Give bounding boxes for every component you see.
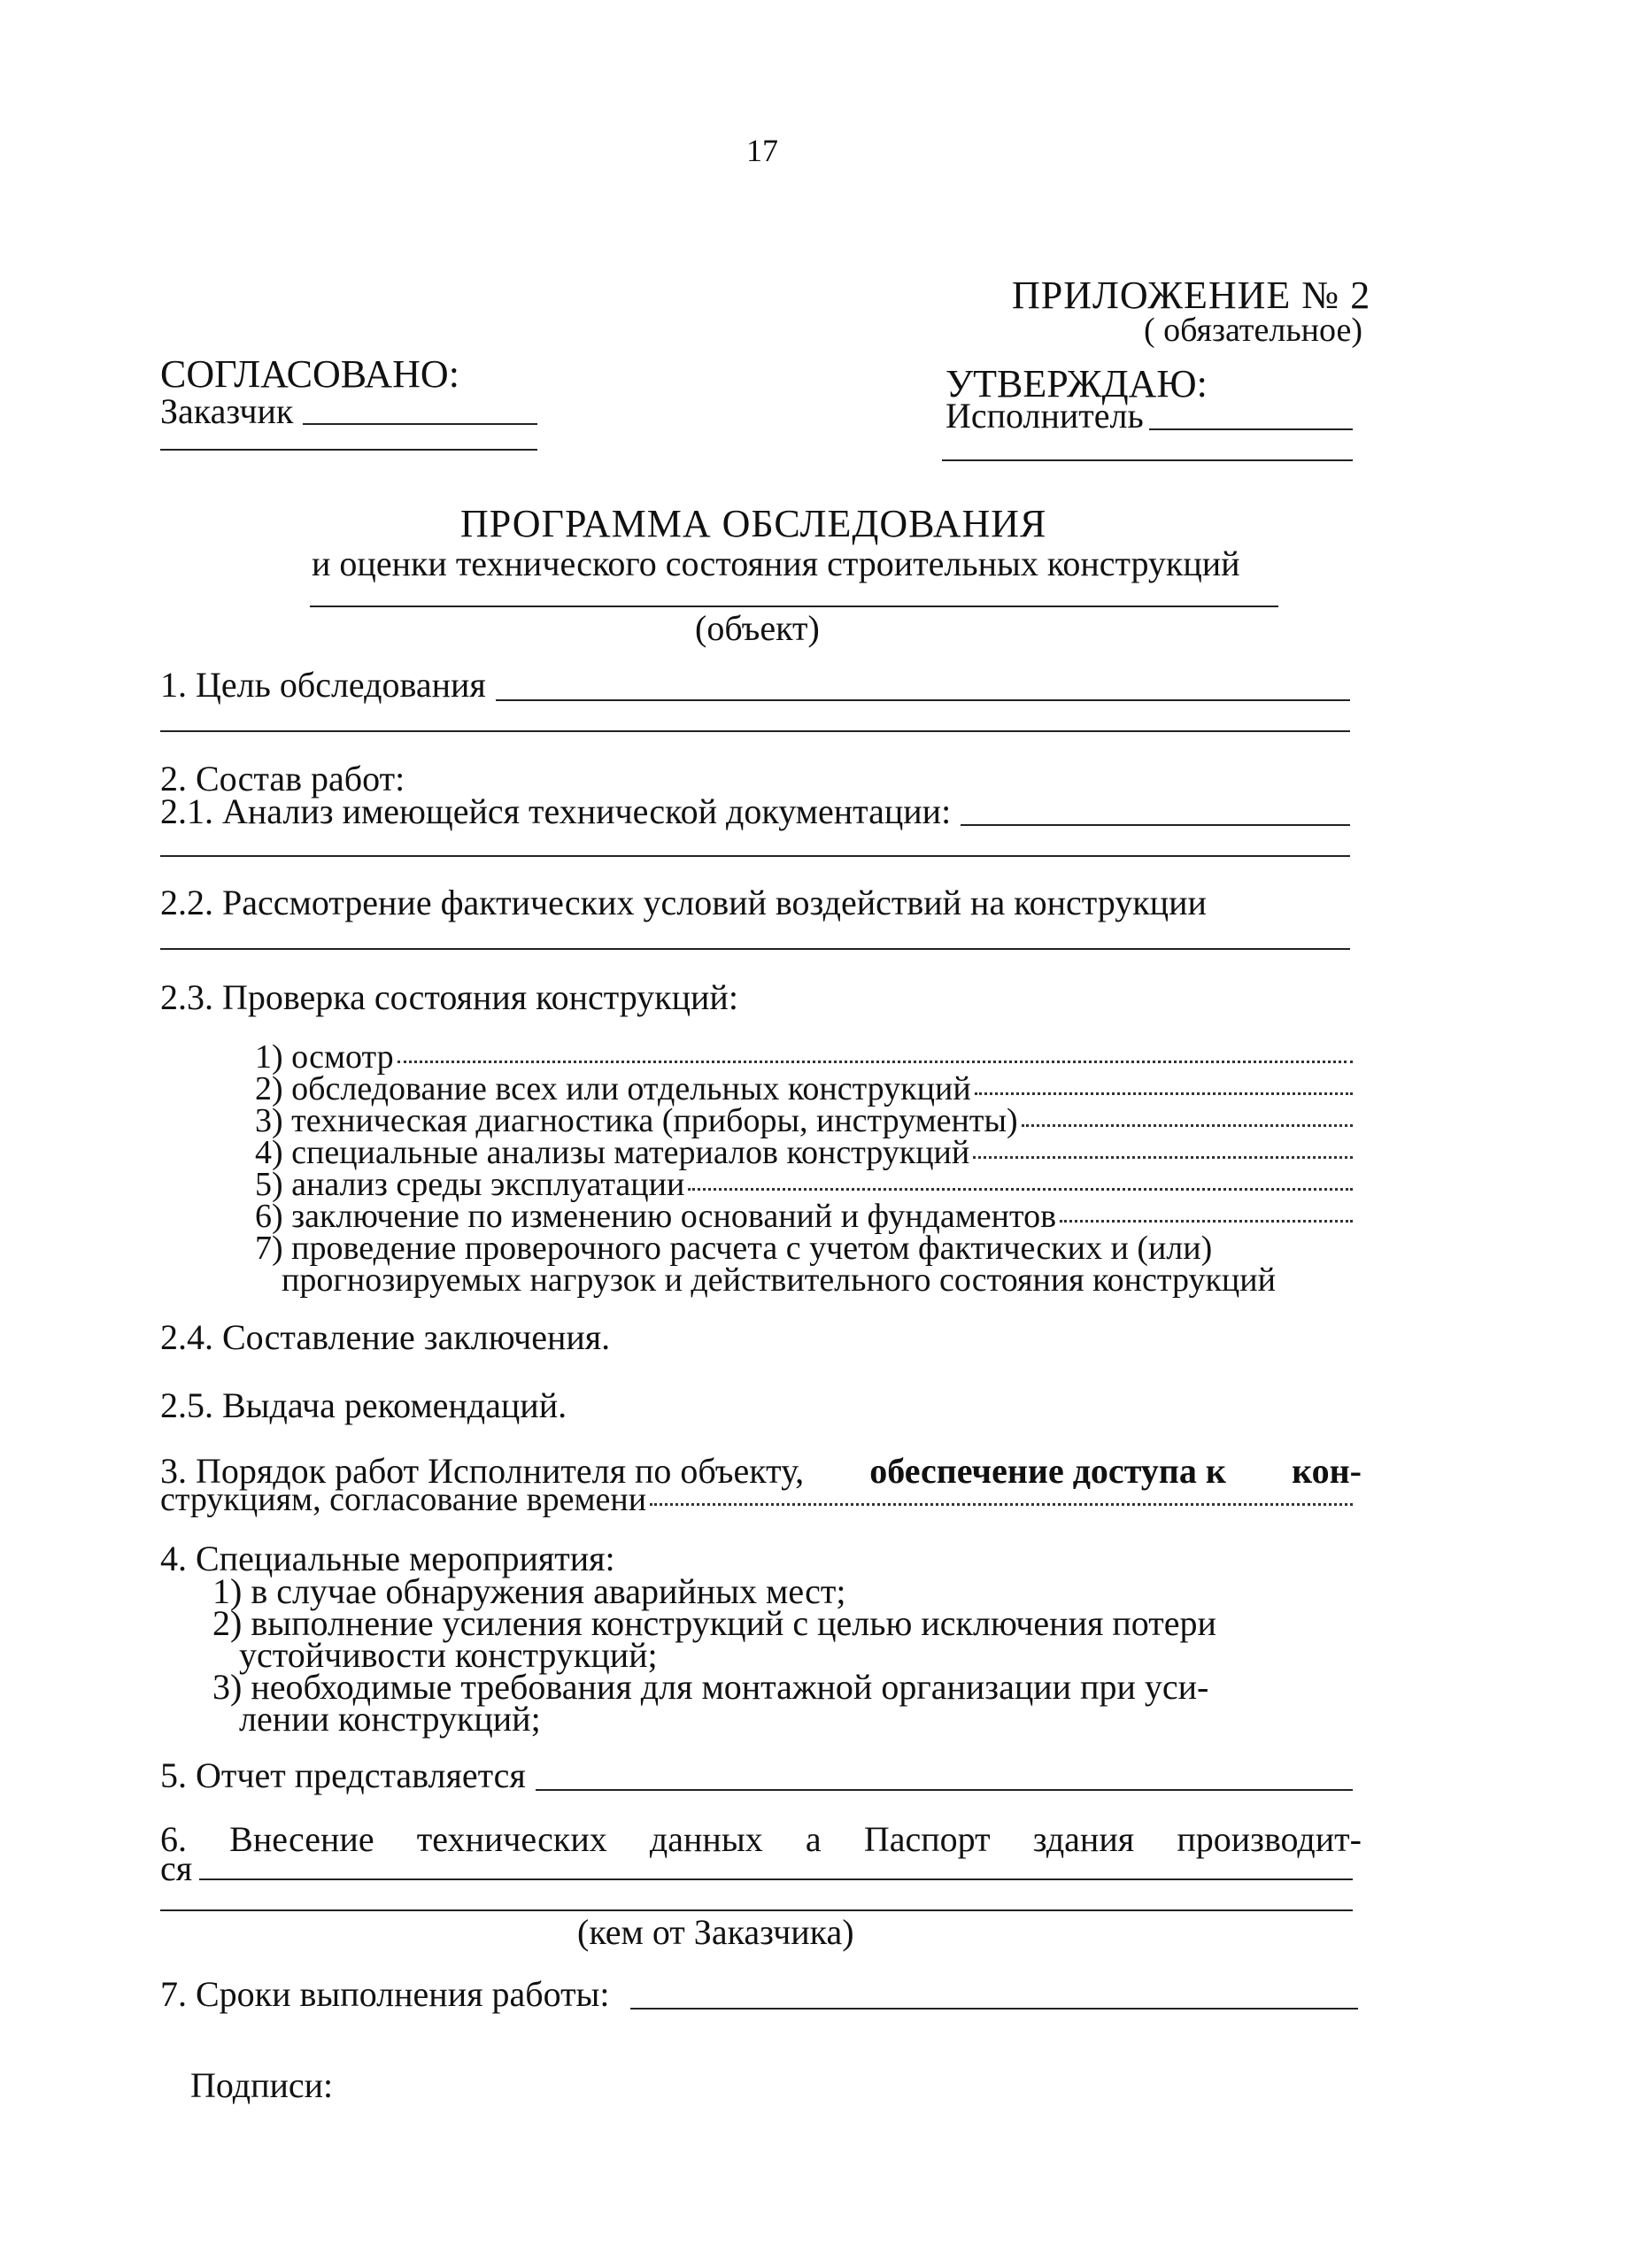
report-label: 5. Отчет представляется [160, 1755, 526, 1795]
agreed-role: Заказчик [160, 391, 294, 431]
by-whom-caption: (кем от Заказчика) [577, 1912, 854, 1952]
approved-heading: УТВЕРЖДАЮ: [945, 362, 1208, 405]
check-item: 2) обследование всех или отдельных конструкций [255, 1072, 1353, 1106]
passport-line: 6. Внесение технических данных а Паспорт здания производит- [160, 1819, 1362, 1859]
check-item: 6) заключение по изменению оснований и фундаментов [255, 1200, 1353, 1233]
composition-label: 2. Состав работ: [160, 759, 405, 798]
check-label: 2.3. Проверка состояния конструкций: [160, 977, 738, 1017]
docs-blank-2 [160, 855, 1350, 857]
check-item: 5) анализ среды эксплуатации [255, 1168, 1353, 1201]
page-number: 17 [746, 133, 778, 168]
agreed-heading: СОГЛАСОВАНО: [160, 352, 459, 396]
customer-signature-blank [303, 423, 537, 425]
goal-blank-2 [160, 730, 1350, 732]
goal-label: 1. Цель обследования [160, 665, 486, 705]
dot-leader [1060, 1220, 1353, 1223]
special-item: 2) выполнение усиления конструкций с целью исключения потери [212, 1603, 1216, 1643]
program-subtitle: и оценки технического состояния строительных конструкций [312, 544, 1240, 583]
dot-leader [688, 1188, 1353, 1191]
object-blank [310, 606, 1278, 607]
special-item-continuation: устойчивости конструкций; [239, 1635, 658, 1675]
deadline-blank [630, 2008, 1358, 2010]
check-item-continuation: прогнозируемых нагрузок и действительного состояния конструкций [282, 1261, 1276, 1299]
docs-label: 2.1. Анализ имеющейся технической документации: [160, 791, 952, 831]
deadline-label: 7. Сроки выполнения работы: [160, 1974, 610, 2014]
passport-blank [199, 1878, 1353, 1880]
appendix-note: ( обязательное) [1144, 312, 1362, 349]
special-item: 3) необходимые требования для монтажной организации при уси- [212, 1667, 1209, 1707]
object-caption: (объект) [695, 608, 820, 648]
program-title: ПРОГРАММА ОБСЛЕДОВАНИЯ [460, 502, 1047, 545]
dot-leader [397, 1061, 1353, 1063]
passport-continuation: ся [160, 1848, 193, 1888]
approved-role: Исполнитель [945, 396, 1144, 436]
customer-name-blank [160, 449, 537, 451]
special-item: 1) в случае обнаружения аварийных мест; [212, 1571, 846, 1611]
dot-leader [975, 1092, 1353, 1095]
signatures-label: Подписи: [190, 2065, 334, 2105]
dot-leader [650, 1503, 1353, 1506]
docs-blank [961, 824, 1350, 826]
conditions-label: 2.2. Рассмотрение фактических условий воздействий на конструкции [160, 883, 1207, 922]
passport-blank-2 [160, 1909, 1353, 1911]
conclusion-label: 2.4. Составление заключения. [160, 1317, 611, 1357]
special-label: 4. Специальные мероприятия: [160, 1539, 615, 1578]
check-item: 3) техническая диагностика (приборы, инструменты) [255, 1104, 1353, 1138]
contractor-signature-blank [1149, 428, 1353, 430]
dot-leader [973, 1156, 1353, 1159]
appendix-title: ПРИЛОЖЕНИЕ № 2 [1012, 274, 1371, 317]
goal-blank [496, 699, 1350, 701]
check-item: 1) осмотр [255, 1040, 1353, 1074]
order-line: 3. Порядок работ Исполнителя по объекту, обеспечение доступа к кон- [160, 1451, 1362, 1491]
report-blank [536, 1789, 1353, 1791]
check-item: 4) специальные анализы материалов конструкций [255, 1136, 1353, 1169]
contractor-name-blank [942, 459, 1353, 461]
conditions-blank [160, 948, 1350, 950]
recommendations-label: 2.5. Выдача рекомендаций. [160, 1385, 567, 1425]
special-item-continuation: лении конструкций; [239, 1699, 541, 1739]
dot-leader [1022, 1124, 1353, 1127]
order-continuation: струкциям, согласование времени [160, 1483, 1353, 1516]
check-item: 7) проведение проверочного расчета с учетом фактических и (или) [255, 1230, 1213, 1267]
